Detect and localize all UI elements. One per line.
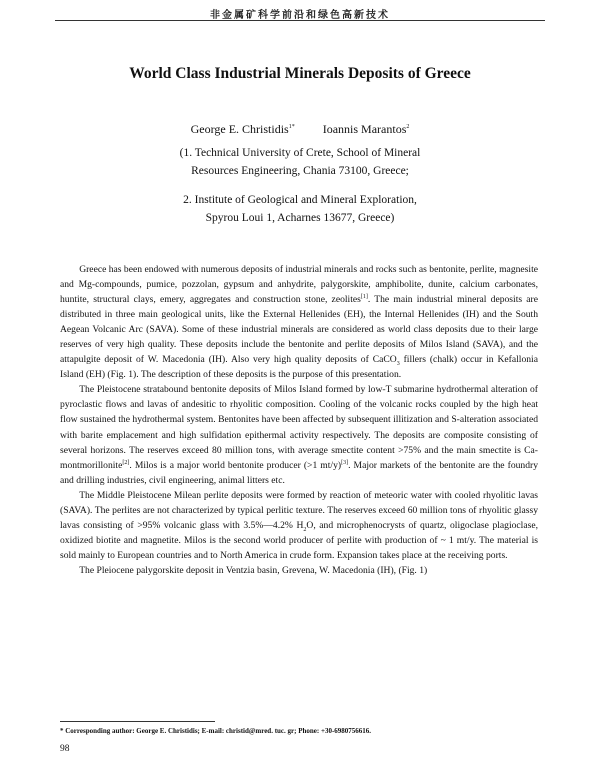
paragraph-3 xyxy=(60,488,538,563)
affiliation-1-line: Resources Engineering, Chania 73100, Greece; xyxy=(191,165,409,177)
author-2-marks: 2 xyxy=(406,124,410,130)
paper-title: World Class Industrial Minerals Deposits of Greece xyxy=(129,65,471,82)
paragraph-text: Greece has been endowed with numerous deposits of industrial minerals and rocks such as bentonite, perlite, magnesite and Mg-compounds, pumice, pozzolan, gypsum and anhydrite, palygorskite, amphibolite, dunite, calcium carbonates, huntite, structural clays, emery, aggregates and construction stone, zeolites xyxy=(60,264,538,306)
citation: [2] xyxy=(122,459,130,466)
affiliation-1 xyxy=(0,144,600,180)
paragraph-text: O, and microphenocrysts of quartz, oligoclase plagioclase, oxidized biotite and magnetite. Milos is the second world producer of perlite with production of ~ 1 mt/y. The material is sold mainly to European countries and to North America in crude form. Expansion takes place at the receiving ports. xyxy=(60,519,538,561)
subscript: 3 xyxy=(396,361,400,368)
paragraph-text: . Milos is a major world bentonite producer (>1 mt/y) xyxy=(129,459,342,471)
header-rule xyxy=(55,20,545,21)
running-header: 非金属矿科学前沿和绿色高新技术 xyxy=(210,10,390,21)
page-number: 98 xyxy=(60,744,70,754)
author-2-name: Ioannis Marantos xyxy=(322,122,407,136)
body-text xyxy=(60,262,538,578)
citation: [3] xyxy=(341,459,349,466)
paragraph-text: . Major markets of the bentonite are the foundry and drilling industries, civil engineering, animal litters etc. xyxy=(60,459,538,486)
paragraph-text: The Pleistocene stratabound bentonite deposits of Milos Island formed by low-T submarine hydrothermal alteration of pyroclastic flows and lavas of andesitic to rhyolitic composition. Cooling of the volcanic rocks coupled by the high heat flow sustained the hydrothermal system. Bentonites have been affected by subsequent illitization and S-alteration associated with barite emplacement and high sulfidation epithermal activity respectively. The deposits are composite consisting of several horizons. The reserves exceed 80 million tons, with average smectite content >75% and the main smectite is Ca-montmorillonite xyxy=(60,384,538,471)
paragraph-text: . The main industrial mineral deposits are distributed in three main geological units, like the External Hellenides (EH), the Internal Hellenides (IH) and the South Aegean Volcanic Arc (SAVA). Some of these industrial minerals are considered as world class deposits due to their large reserves of very high quality. These deposits include the bentonite and perlite deposits of Milos Island (SAVA), and the attapulgite deposit of W. Macedonia (IH). Also very high quality deposits of CaCO xyxy=(60,294,538,366)
citation: [1] xyxy=(360,293,368,300)
affiliation-1-line: (1. Technical University of Crete, School of Mineral xyxy=(179,147,421,159)
footnote: * Corresponding author: George E. Christidis; E-mail: christid@mred. tuc. gr; Phone: +30-6980756616. xyxy=(60,727,372,735)
paragraph-1 xyxy=(60,262,538,382)
paragraph-2 xyxy=(60,382,538,487)
affiliation-2-line: 2. Institute of Geological and Mineral Exploration, xyxy=(183,194,417,206)
author-1-marks: 1* xyxy=(288,124,295,130)
footnote-rule xyxy=(60,721,215,722)
subscript: 2 xyxy=(303,526,307,533)
affiliation-2 xyxy=(0,191,600,227)
paragraph-text: fillers (chalk) occur in Kefallonia Island (EH) (Fig. 1). The description of these deposits is the purpose of this presentation. xyxy=(60,354,538,381)
affiliation-2-line: Spyrou Loui 1, Acharnes 13677, Greece) xyxy=(205,212,395,224)
paragraph-4: The Pleiocene palygorskite deposit in Ventzia basin, Grevena, W. Macedonia (IH), (Fig. 1) xyxy=(79,564,428,576)
paragraph-text: The Middle Pleistocene Milean perlite deposits were formed by reaction of meteoric water with cooled rhyolitic lavas (SAVA). The perlites are not characterized by typical perlitic texture. The reserves exceed 60 million tons of rhyolitic glassy lavas consisting of >95% volcanic glass with 3.5%—4.2% H xyxy=(60,489,538,531)
author-1-name: George E. Christidis xyxy=(190,122,289,136)
author-line xyxy=(0,122,600,137)
